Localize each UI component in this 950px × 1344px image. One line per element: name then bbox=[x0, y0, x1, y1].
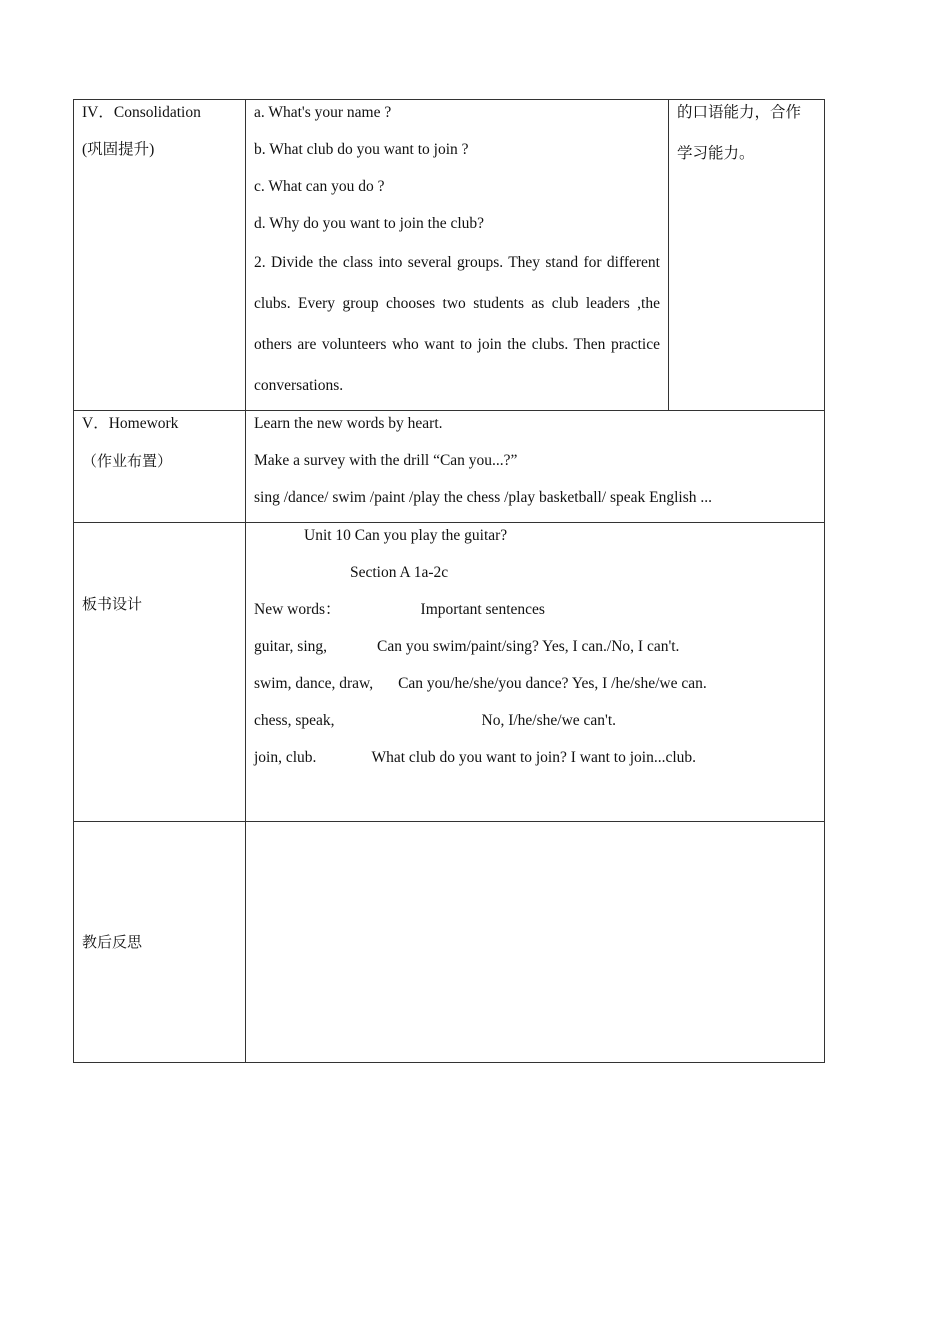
reflection-label: 教后反思 bbox=[82, 933, 143, 951]
homework-content-cell bbox=[246, 411, 825, 523]
reflection-label-cell bbox=[74, 822, 246, 1063]
homework-line: Make a survey with the drill “Can you...?” bbox=[254, 452, 518, 469]
reflection-row bbox=[74, 822, 825, 1063]
consolidation-title: IV．Consolidation bbox=[82, 104, 201, 121]
consolidation-content-cell bbox=[246, 100, 669, 411]
homework-title: V．Homework bbox=[82, 415, 179, 432]
board-design-content-cell bbox=[246, 523, 825, 822]
new-words-heading: New words： bbox=[254, 601, 341, 618]
board-design-label: 板书设计 bbox=[82, 595, 143, 613]
board-row bbox=[254, 745, 816, 782]
board-sentence: What club do you want to join? I want to join...club. bbox=[371, 749, 697, 766]
consolidation-subtitle: (巩固提升) bbox=[82, 141, 155, 158]
unit-title: Unit 10 Can you play the guitar? bbox=[304, 527, 508, 544]
consolidation-row bbox=[74, 100, 825, 411]
lesson-plan-table bbox=[73, 99, 825, 1063]
homework-line: sing /dance/ swim /paint /play the chess /play basketball/ speak English ... bbox=[254, 489, 713, 506]
board-sentence: No, I/he/she/we can't. bbox=[481, 712, 616, 729]
question-item: c. What can you do ? bbox=[254, 178, 385, 195]
section-title: Section A 1a-2c bbox=[350, 564, 449, 581]
board-sentence: Can you/he/she/you dance? Yes, I /he/she/we can. bbox=[398, 675, 707, 692]
board-sentence: Can you swim/paint/sing? Yes, I can./No, I can't. bbox=[377, 638, 680, 655]
important-sentences-heading: Important sentences bbox=[420, 601, 545, 618]
board-design-label-cell bbox=[74, 523, 246, 822]
reflection-content-cell bbox=[246, 822, 825, 1063]
homework-label-cell bbox=[74, 411, 246, 523]
board-words: swim, dance, draw, bbox=[254, 675, 374, 692]
teaching-goal-note-cell bbox=[669, 100, 825, 411]
question-item: a. What's your name ? bbox=[254, 104, 392, 121]
question-item: d. Why do you want to join the club? bbox=[254, 215, 485, 232]
group-activity-text: 2. Divide the class into several groups. They stand for different clubs. Every group chooses two students as club leaders ,the others are volunteers who want to join the clubs. Then practice conversations. bbox=[254, 254, 660, 394]
teaching-goal-note: 的口语能力，合作学习能力。 bbox=[677, 103, 802, 162]
board-design-row bbox=[74, 523, 825, 822]
homework-subtitle: （作业布置） bbox=[82, 452, 173, 470]
headings-line bbox=[254, 597, 816, 634]
question-item: b. What club do you want to join ? bbox=[254, 141, 469, 158]
homework-line: Learn the new words by heart. bbox=[254, 415, 443, 432]
homework-row bbox=[74, 411, 825, 523]
board-row bbox=[254, 671, 816, 708]
board-words: guitar, sing, bbox=[254, 638, 327, 655]
consolidation-label-cell bbox=[74, 100, 246, 411]
board-row bbox=[254, 708, 816, 745]
board-words: chess, speak, bbox=[254, 712, 335, 729]
board-words: join, club. bbox=[254, 749, 317, 766]
board-row bbox=[254, 634, 816, 671]
